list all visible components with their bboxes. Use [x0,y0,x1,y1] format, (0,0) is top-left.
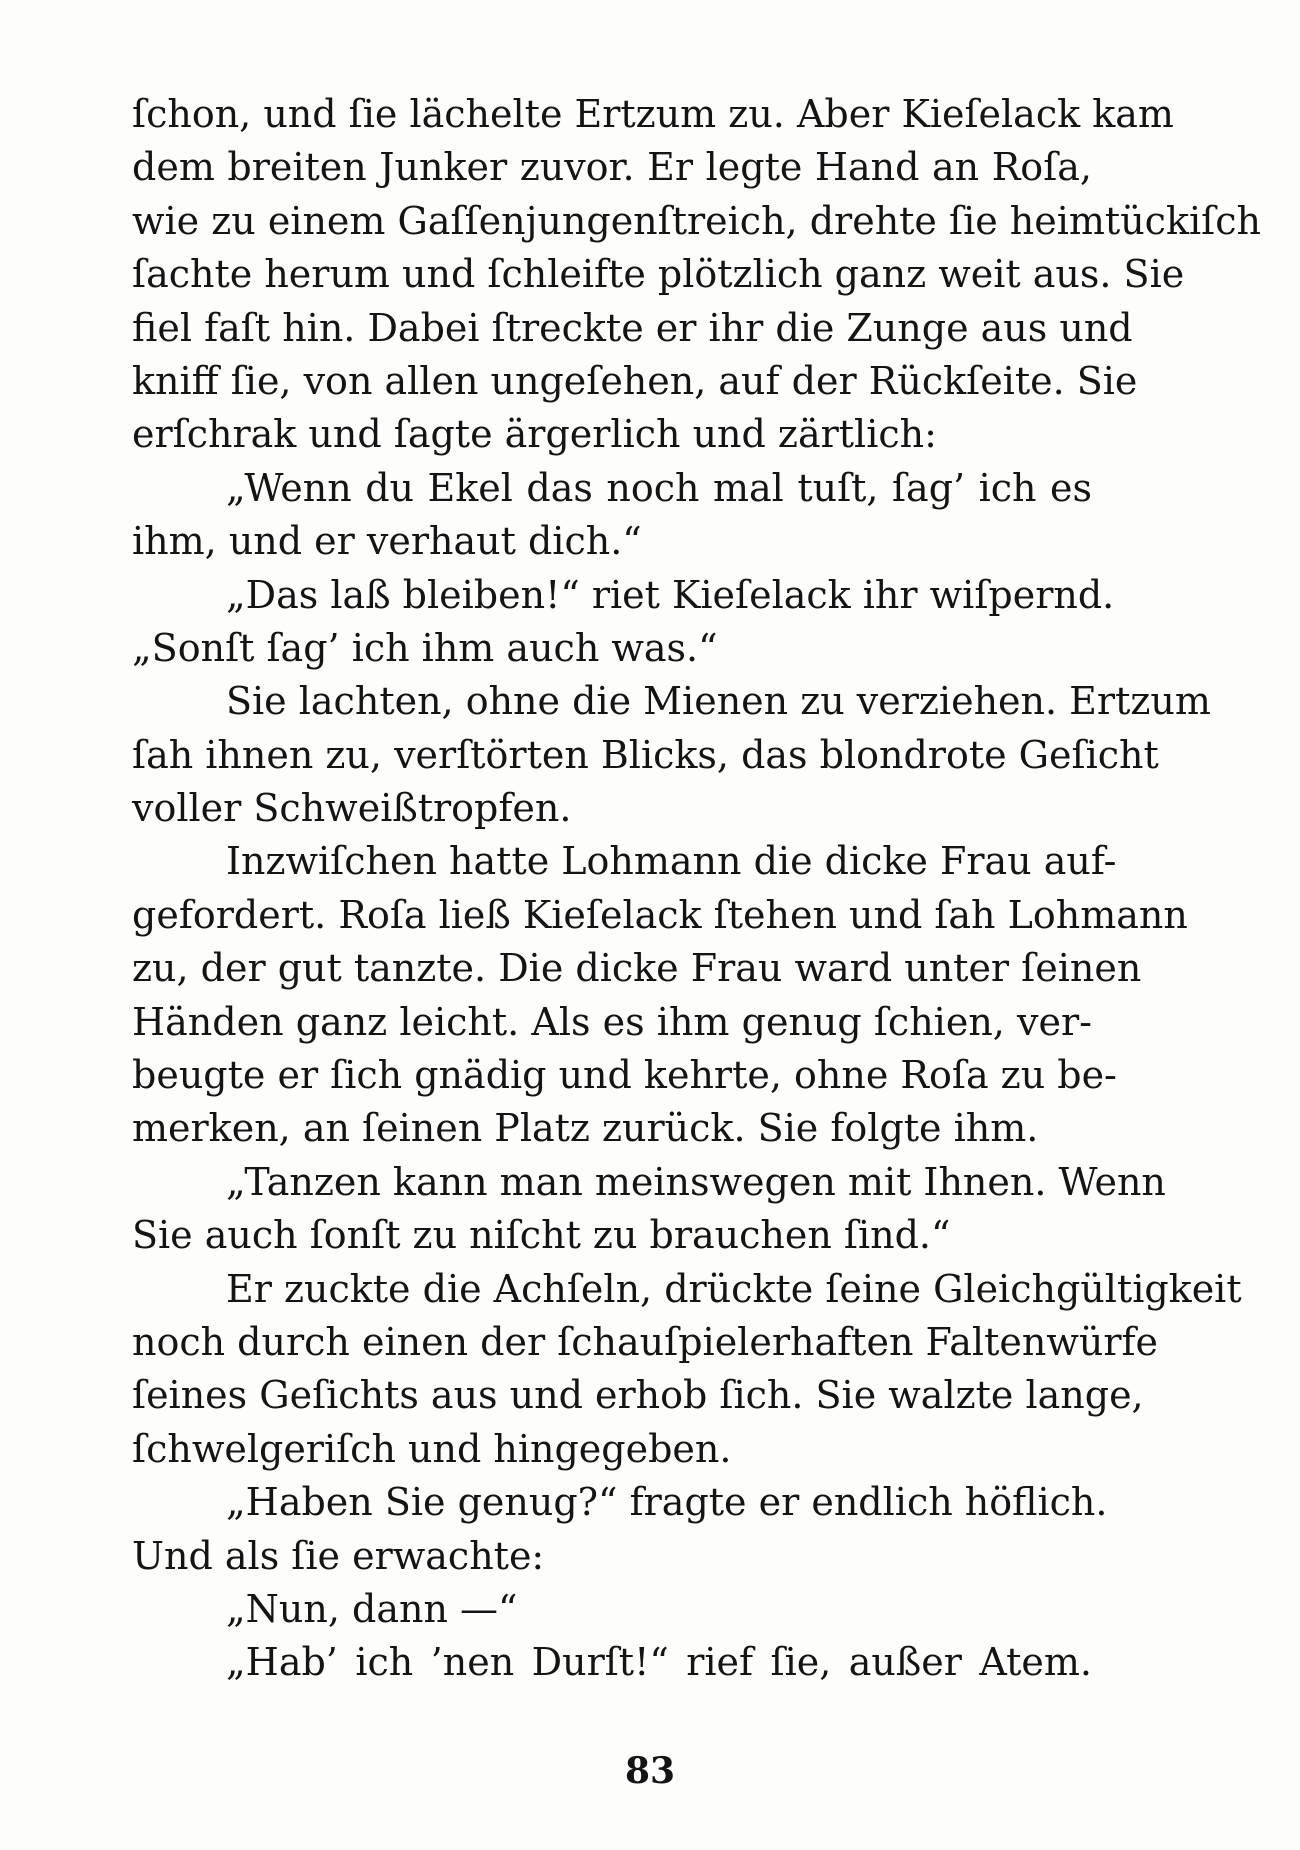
text-line: ſchwelgeriſch und hingegeben. [132,1426,732,1471]
text-line: Sie auch ſonſt zu niſcht zu brauchen ſind.“ [132,1213,951,1258]
text-line: ſachte herum und ſchleifte plötzlich ganz weit aus. Sie [132,252,1185,297]
text-line: Er zuckte die Achſeln, drückte ſeine Gleichgültigkeit [226,1266,1242,1311]
text-line: zu, der gut tanzte. Die dicke Frau ward unter ſeinen [132,946,1142,991]
text-line: „Sonſt ſag’ ich ihm auch was.“ [132,625,718,670]
text-line: gefordert. Roſa ließ Kieſelack ſtehen und ſah Lohmann [132,892,1188,937]
text-line: fiel faſt hin. Dabei ſtreckte er ihr die Zunge aus und [132,305,1133,350]
text-line: wie zu einem Gaſſenjungenſtreich, drehte ſie heimtückiſch [132,198,1261,243]
page-body-text [132,88,1261,1690]
text-line: merken, an ſeinen Platz zurück. Sie folgte ihm. [132,1106,1039,1151]
text-line: dem breiten Junker zuvor. Er legte Hand an Roſa, [132,145,1092,190]
text-line: Händen ganz leicht. Als es ihm genug ſchien, ver- [132,999,1092,1044]
text-line: „Hab’ ich ’nen Durſt!“ rief ſie, außer Atem. [226,1640,1092,1685]
text-line: ſeines Geſichts aus und erhob ſich. Sie walzte lange, [132,1373,1144,1418]
text-line: „Haben Sie genug?“ fragte er endlich höflich. [226,1480,1108,1525]
text-line: „Tanzen kann man meinswegen mit Ihnen. Wenn [226,1159,1166,1204]
text-line: Sie lachten, ohne die Mienen zu verziehen. Ertzum [226,679,1211,724]
text-line: Und als ſie erwachte: [132,1533,545,1578]
text-line: erſchrak und ſagte ärgerlich und zärtlich: [132,412,937,457]
page-number: 83 [624,1750,676,1792]
text-line: ihm, und er verhaut dich.“ [132,519,642,564]
text-line: noch durch einen der ſchauſpielerhaften Faltenwürfe [132,1319,1159,1364]
text-line: „Nun, dann —“ [226,1586,518,1631]
text-line: „Das laß bleiben!“ riet Kieſelack ihr wiſpernd. [226,572,1115,617]
text-line: beugte er ſich gnädig und kehrte, ohne Roſa zu be- [132,1053,1117,1098]
text-line: voller Schweißtropfen. [132,786,572,831]
text-line: kniff ſie, von allen ungeſehen, auf der Rückſeite. Sie [132,358,1138,403]
text-line: ſchon, und ſie lächelte Ertzum zu. Aber Kieſelack kam [132,92,1174,136]
text-line: „Wenn du Ekel das noch mal tuſt, ſag’ ich es [226,465,1092,510]
text-line: Inzwiſchen hatte Lohmann die dicke Frau auf- [226,839,1117,884]
text-line: ſah ihnen zu, verſtörten Blicks, das blondrote Geſicht [132,732,1159,777]
